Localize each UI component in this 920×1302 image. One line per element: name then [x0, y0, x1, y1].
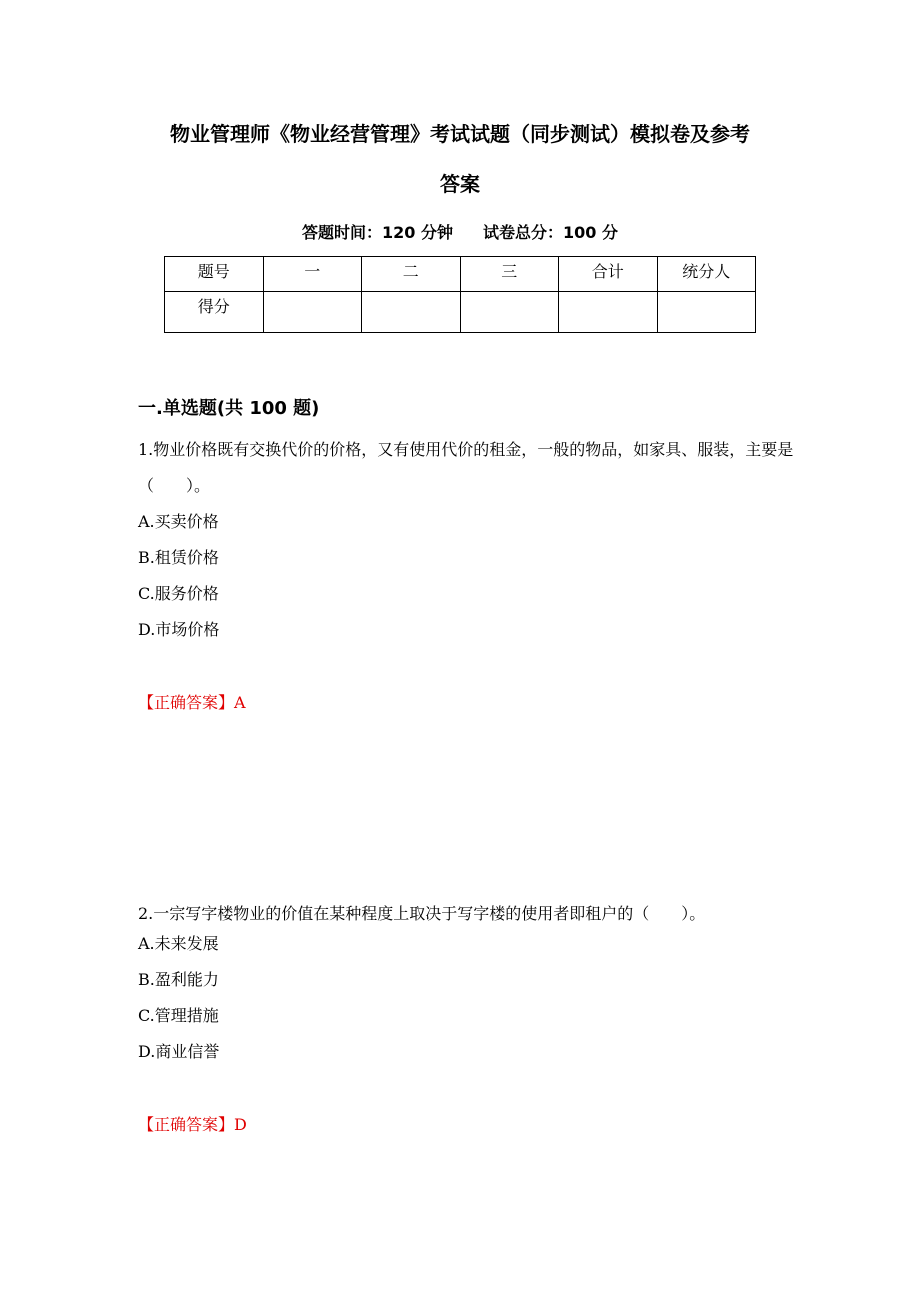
score-cell [657, 292, 756, 333]
score-cell [362, 292, 461, 333]
question-1-option-a: A.买卖价格 [138, 512, 219, 531]
question-1-option-b: B.租赁价格 [138, 548, 219, 567]
question-1-option-c: C.服务价格 [138, 584, 219, 603]
header-cell: 合计 [559, 257, 658, 292]
question-2-option-c: C.管理措施 [138, 1006, 219, 1025]
question-2-option-d: D.商业信誉 [138, 1042, 220, 1061]
score-table [164, 256, 756, 333]
total-score: 试卷总分：100 分 [483, 223, 618, 242]
score-cell [263, 292, 362, 333]
question-1-stem: 1.物业价格既有交换代价的价格，又有使用代价的租金，一般的物品，如家具、服装，主要是（ ）。 [138, 440, 794, 495]
score-table-header-row [165, 257, 756, 292]
question-1-option-d: D.市场价格 [138, 620, 220, 639]
question-2-option-a: A.未来发展 [138, 934, 219, 953]
question-1-answer: 【正确答案】A [138, 693, 246, 712]
document-title-line-1: 物业管理师《物业经营管理》考试试题（同步测试）模拟卷及参考 [170, 122, 750, 146]
header-cell: 二 [362, 257, 461, 292]
score-row-label: 得分 [165, 292, 264, 333]
question-2-answer: 【正确答案】D [138, 1115, 247, 1134]
question-2-stem: 2.一宗写字楼物业的价值在某种程度上取决于写字楼的使用者即租户的（ ）。 [138, 904, 706, 923]
header-cell: 题号 [165, 257, 264, 292]
score-table-score-row [165, 292, 756, 333]
exam-meta [0, 222, 920, 244]
score-cell [559, 292, 658, 333]
section-title: 一.单选题(共 100 题) [138, 398, 320, 419]
header-cell: 一 [263, 257, 362, 292]
question-2-option-b: B.盈利能力 [138, 970, 219, 989]
document-title-line-2: 答案 [440, 172, 480, 196]
score-cell [460, 292, 559, 333]
header-cell: 统分人 [657, 257, 756, 292]
exam-time: 答题时间：120 分钟 [302, 223, 453, 242]
header-cell: 三 [460, 257, 559, 292]
